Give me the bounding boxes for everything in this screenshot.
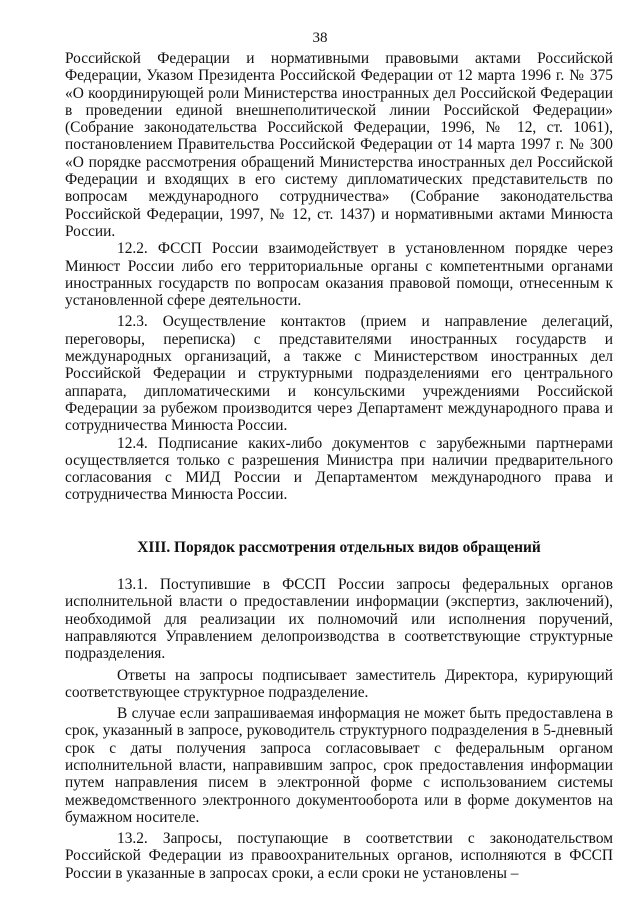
paragraph-12-4: 12.4. Подписание каких-либо документов с зарубежными партнерами осуществляется только с разрешения Министра при наличии предварительного согласования с МИД России и Департаментом международного права и сотрудничества Минюста России. <box>65 434 613 504</box>
document-body <box>65 50 613 882</box>
paragraph-13-1: 13.1. Поступившие в ФССП России запросы федеральных органов исполнительной власти о предоставлении информации (экспертиз, заключений), необходимой для реализации их полномочий или исполнения поручений, направляются Управлением делопроизводства в соответствующие структурные подразделения. <box>65 576 613 663</box>
page-number: 38 <box>312 30 328 46</box>
paragraph-continuation: Российской Федерации и нормативными правовыми актами Российской Федерации, Указом Президента Российской Федерации от 12 марта 1996 г. № 375 «О координирующей роли Министерства иностранных дел Российской Федерации в проведении единой внешнеполитической линии Российской Федерации» (Собрание законодательства Российской Федерации, 1996, № 12, ст. 1061), постановлением Правительства Российской Федерации от 14 марта 1997 г. № 300 «О порядке рассмотрения обращений Министерства иностранных дел Российской Федерации и входящих в его систему дипломатических представительств по вопросам международного сотрудничества» (Собрание законодательства Российской Федерации, 1997, № 12, ст. 1437) и нормативными актами Минюста России. <box>65 50 613 240</box>
paragraph-13-2: 13.2. Запросы, поступающие в соответствии с законодательством Российской Федерации из правоохранительных органов, исполняются в ФССП России в указанные в запросах сроки, а если сроки не установлены – <box>65 830 613 882</box>
section-heading: XIII. Порядок рассмотрения отдельных видов обращений <box>137 538 541 556</box>
paragraph-deadline: В случае если запрашиваемая информация не может быть предоставлена в срок, указанный в запросе, руководитель структурного подразделения в 5-дневный срок с даты получения запроса согласовывает с федеральным органом исполнительной власти, направившим запрос, срок предоставления информации путем направления писем в электронной форме с использованием системы межведомственного электронного документооборота или в форме документов на бумажном носителе. <box>65 705 613 826</box>
paragraph-12-3: 12.3. Осуществление контактов (прием и направление делегаций, переговоры, переписка) с представителями иностранных государств и международных организаций, а также с Министерством иностранных дел Российской Федерации и структурными подразделениями его центрального аппарата, дипломатическими и консульскими учреждениями Российской Федерации за рубежом производится через Департамент международного права и сотрудничества Минюста России. <box>65 313 613 435</box>
paragraph-12-2: 12.2. ФССП России взаимодействует в установленном порядке через Минюст России либо его территориальные органы с компетентными органами иностранных государств по вопросам оказания правовой помощи, отнесенным к установленной сфере деятельности. <box>65 240 613 310</box>
paragraph-answers: Ответы на запросы подписывает заместитель Директора, курирующий соответствующее структурное подразделение. <box>65 666 613 701</box>
